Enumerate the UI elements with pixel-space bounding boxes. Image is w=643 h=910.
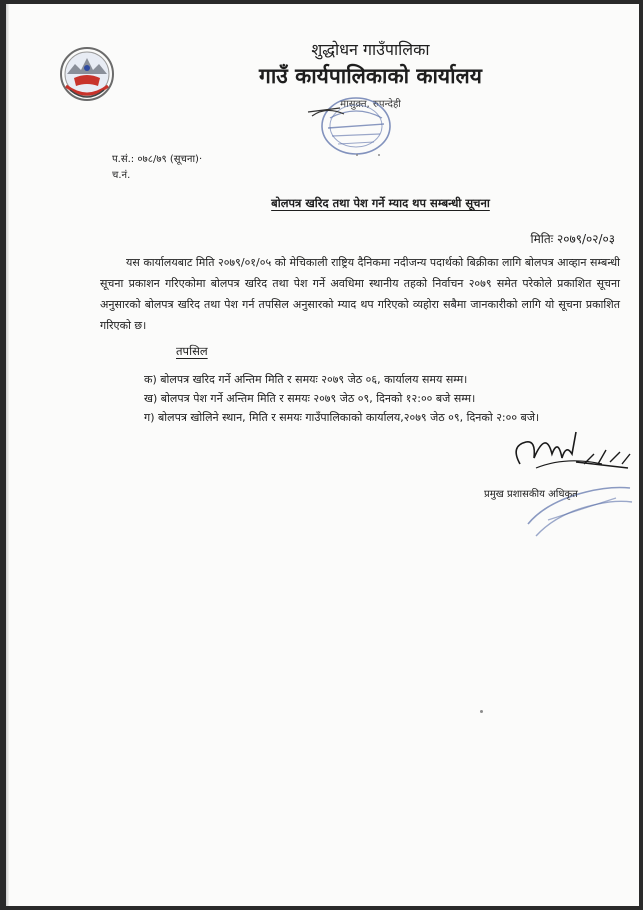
notice-date: मितिः २०७९/०२/०३ [530,232,615,246]
schedule-item: ग) बोलपत्र खोलिने स्थान, मिति र समयः गाउँपालिकाको कार्यालय,२०७९ जेठ ०९, दिनको २:०० बजे। [144,411,540,424]
schedule-list [144,370,630,427]
schedule-item: क) बोलपत्र खरिद गर्ने अन्तिम मिति र समयः २०७९ जेठ ०६, कार्यालय समय सम्म। [144,373,468,386]
notice-body: यस कार्यालयबाट मिति २०७९/०१/०५ को मेचिकाली राष्ट्रिय दैनिकमा नदीजन्य पदार्थको बिक्रीका लागि बोलपत्र आव्हान सम्बन्धी सूचना प्रकाशन गरिएकोमा बोलपत्र खरिद तथा पेश गर्ने अवधिमा स्थानीय तहको निर्वाचन २०७९ समेत परेकोले प्रकाशित सूचना अनुसारको बोलपत्र खरिद तथा पेश गर्न तपसिल अनुसारको म्याद थप गरिएको व्यहोरा सबैमा जानकारीको लागि यो सूचना प्रकाशित गरिएको छ। [100,256,620,332]
notice-page [6,4,639,906]
municipality-name: शुद्धोधन गाउँपालिका [311,40,430,59]
schedule-item: ख) बोलपत्र पेश गर्ने अन्तिम मिति र समयः २०७९ जेठ ०९, दिनको १२:०० बजे सम्म। [144,392,476,405]
scan-speck [480,710,483,713]
signatory-title: प्रमुख प्रशासकीय अधिकृत [484,489,578,500]
schedule-heading: तपसिल [176,344,208,358]
office-stamp-icon [300,94,400,162]
scan-speck [356,154,358,156]
dispatch-number: च.नं. [112,170,131,181]
scan-speck [378,154,380,156]
notice-title-text: बोलपत्र खरिद तथा पेश गर्ने म्याद थप सम्बन्धी सूचना [271,196,490,210]
reference-number: प.सं.: ०७८/७९ (सूचना)· [112,154,203,165]
page-edge-shadow [6,4,9,906]
office-address: मासुक्र्त, रुपन्देही [340,99,401,110]
signature-and-stamp-icon [506,424,636,544]
notice-title [6,196,639,211]
office-name: गाउँ कार्यपालिकाको कार्यालय [259,64,482,88]
reference-block [112,152,202,184]
